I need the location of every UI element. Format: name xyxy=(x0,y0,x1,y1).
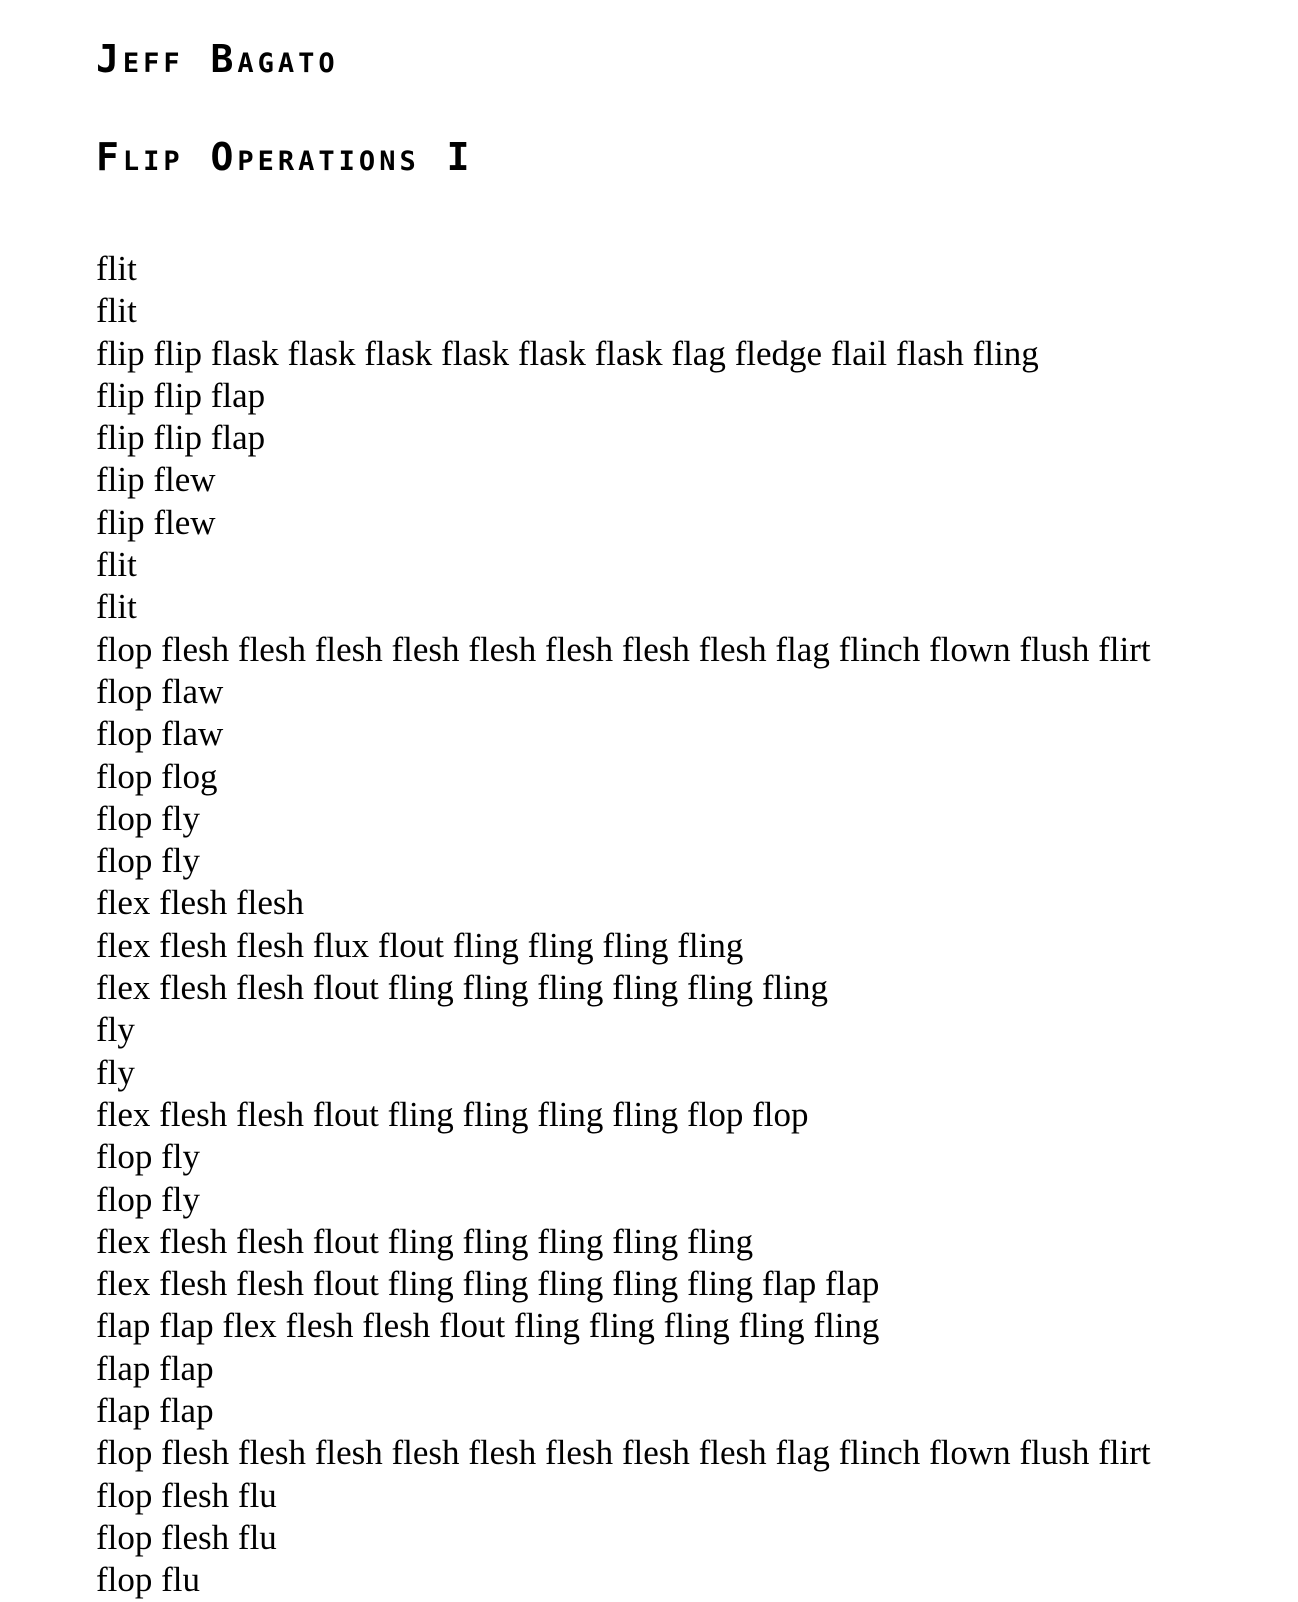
poem-line: flop flesh flesh flesh flesh flesh flesh flesh flesh flag flinch flown flush flirt xyxy=(96,1433,1151,1473)
poem-line: flit xyxy=(96,249,137,288)
poem-line: flex flesh flesh flout fling fling fling fling fling fling xyxy=(96,968,828,1008)
poem-line: flit xyxy=(96,545,137,585)
poem-line: flip flip flap xyxy=(96,418,266,458)
poem-line: flex flesh flesh flout fling fling fling fling flop flop xyxy=(96,1094,809,1134)
poem-line: flap flap xyxy=(96,1391,214,1431)
poem-line: flap flap flex flesh flesh flout fling fling fling fling fling xyxy=(96,1306,880,1346)
poem-title: Flip Operations I xyxy=(96,135,474,179)
poem-line: fly xyxy=(96,1052,135,1092)
poem-line: flex flesh flesh xyxy=(96,883,304,923)
poem-body xyxy=(96,248,1151,1602)
poem-line: flop fly xyxy=(96,798,201,838)
poem-line: flop flaw xyxy=(96,671,224,711)
poem-line: flex flesh flesh flout fling fling fling fling fling flap flap xyxy=(96,1264,880,1304)
poem-line: flit xyxy=(96,587,137,627)
poem-line: flop flesh flesh flesh flesh flesh flesh flesh flesh flag flinch flown flush flirt xyxy=(96,629,1151,669)
poem-line: fly xyxy=(96,1010,135,1050)
poem-line: flip flip flap xyxy=(96,375,266,415)
poem-line: flex flesh flesh flux flout fling fling fling fling xyxy=(96,925,744,965)
poem-line: flex flesh flesh flout fling fling fling fling fling xyxy=(96,1221,754,1261)
poem-line: flip flew xyxy=(96,460,216,500)
poem-line: flip flip flask flask flask flask flask flask flag fledge flail flash fling xyxy=(96,333,1039,373)
poem-line: flop fly xyxy=(96,1179,201,1219)
poem-line: flop flesh flu xyxy=(96,1517,277,1557)
poem-line: flip flew xyxy=(96,502,216,542)
poem-line: flop fly xyxy=(96,1137,201,1177)
poem-line: flop flaw xyxy=(96,714,224,754)
poem-line: flop flog xyxy=(96,756,218,796)
poem-line: flit xyxy=(96,291,137,331)
poem-line: flop flu xyxy=(96,1560,201,1600)
poem-line: flop flesh flu xyxy=(96,1475,277,1515)
poem-line: flop fly xyxy=(96,841,201,881)
author-name: Jeff Bagato xyxy=(96,37,339,81)
poem-line: flap flap xyxy=(96,1348,214,1388)
